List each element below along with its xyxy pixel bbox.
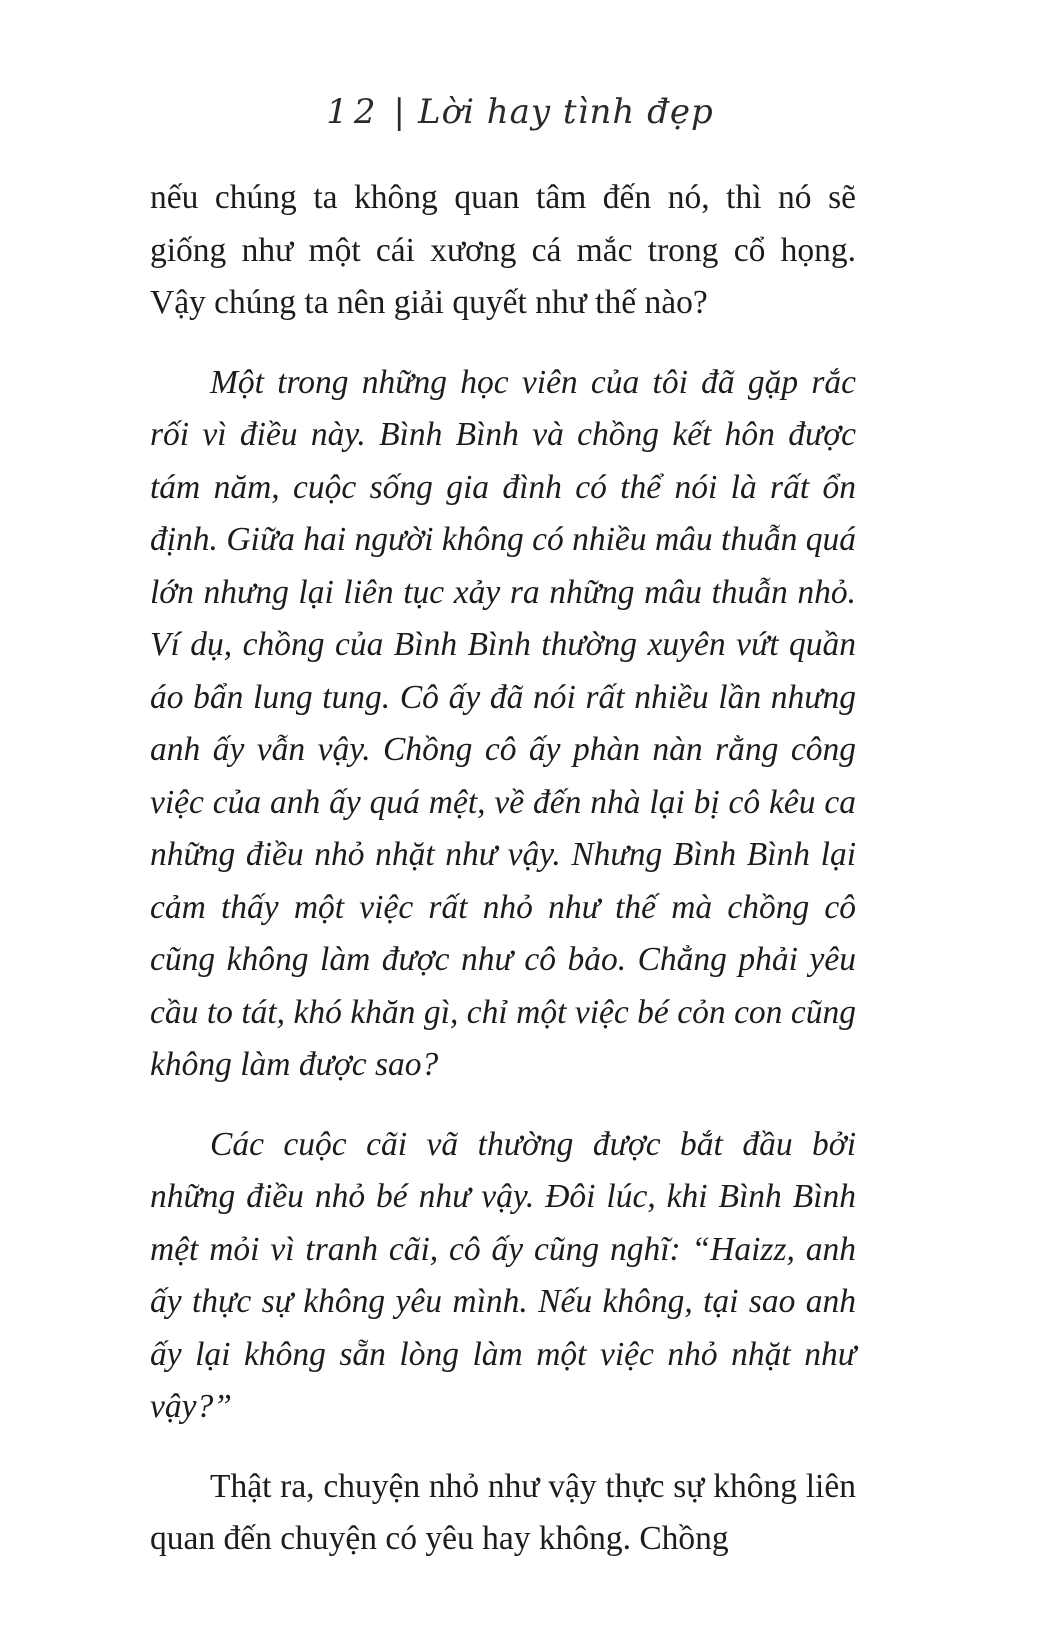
header-separator: | — [393, 92, 407, 132]
running-header — [0, 92, 1040, 132]
paragraph-continuation: nếu chúng ta không quan tâm đến nó, thì nó sẽ giống như một cái xương cá mắc trong cổ họng. Vậy chúng ta nên giải quyết như thế nào? — [150, 179, 856, 321]
paragraph-quarrel: Các cuộc cãi vã thường được bắt đầu bởi những điều nhỏ bé như vậy. Đôi lúc, khi Bình Bình mệt mỏi vì tranh cãi, cô ấy cũng nghĩ: “Haizz, anh ấy thực sự không yêu mình. Nếu không, tại sao anh ấy lại không sẵn lòng làm một việc nhỏ nhặt như vậy?” — [150, 1125, 856, 1425]
page-number: 12 — [326, 92, 382, 132]
book-title: Lời hay tình đẹp — [418, 92, 714, 132]
paragraph-conclusion: Thật ra, chuyện nhỏ như vậy thực sự không liên quan đến chuyện có yêu hay không. Chồng — [150, 1467, 856, 1557]
paragraph-anecdote: Một trong những học viên của tôi đã gặp rắc rối vì điều này. Bình Bình và chồng kết hôn được tám năm, cuộc sống gia đình có thể nói là rất ổn định. Giữa hai người không có nhiều mâu thuẫn quá lớn nhưng lại liên tục xảy ra những mâu thuẫn nhỏ. Ví dụ, chồng của Bình Bình thường xuyên vứt quần áo bẩn lung tung. Cô ấy đã nói rất nhiều lần nhưng anh ấy vẫn vậy. Chồng cô ấy phàn nàn rằng công việc của anh ấy quá mệt, về đến nhà lại bị cô kêu ca những điều nhỏ nhặt như vậy. Nhưng Bình Bình lại cảm thấy một việc rất nhỏ như thế mà chồng cô cũng không làm được như cô bảo. Chẳng phải yêu cầu to tát, khó khăn gì, chỉ một việc bé cỏn con cũng không làm được sao? — [150, 363, 856, 1083]
body-text — [150, 172, 856, 1566]
